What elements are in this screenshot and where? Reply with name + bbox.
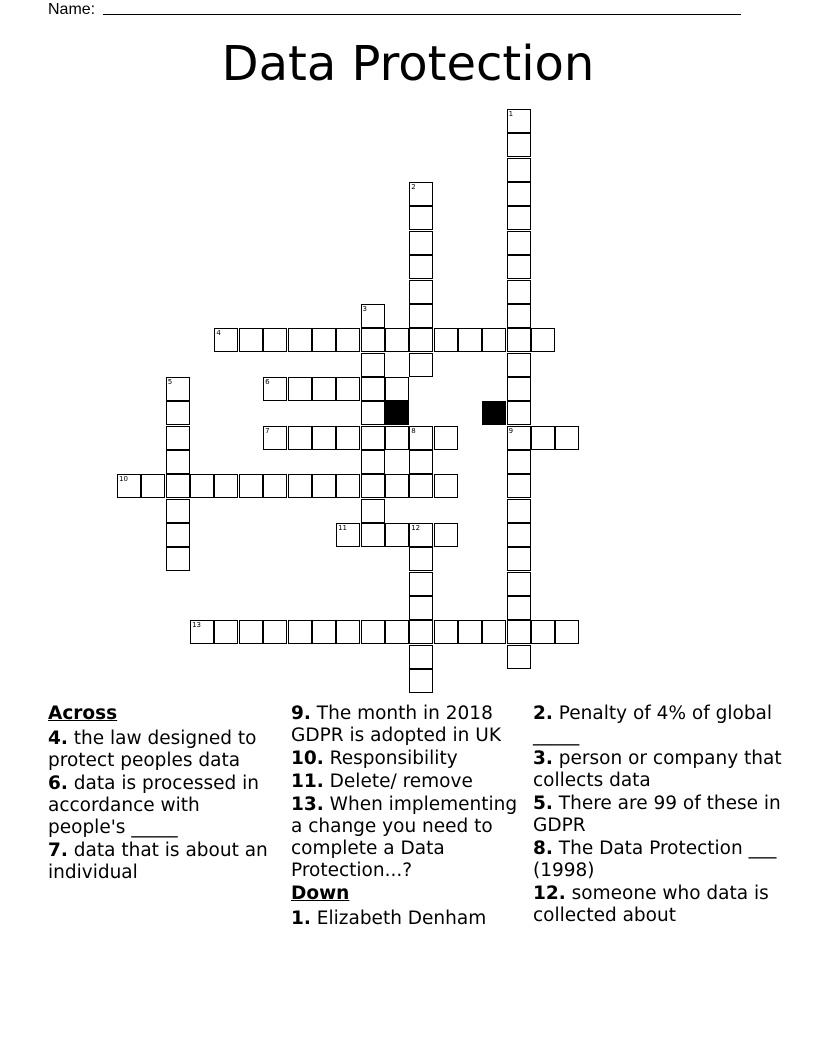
grid-cell[interactable] [214,620,238,644]
grid-cell[interactable] [409,596,433,620]
down-clue-list [291,908,527,930]
grid-cell[interactable] [263,328,287,352]
clue-item-number: 4. [48,728,68,749]
grid-cell[interactable] [141,474,165,498]
grid-cell[interactable] [507,255,531,279]
grid-cell[interactable] [409,182,433,206]
grid-cell[interactable] [507,426,531,450]
grid-cell[interactable] [409,572,433,596]
grid-cell[interactable] [166,523,190,547]
grid-cell[interactable] [458,620,482,644]
grid-cell[interactable] [458,328,482,352]
clue-item-text: data that is about an individual [48,840,268,883]
clue-item-number: 2. [533,703,553,724]
grid-cell[interactable] [409,450,433,474]
clue-item [291,794,527,882]
grid-cell[interactable] [361,523,385,547]
grid-cell[interactable] [507,499,531,523]
grid-cell[interactable] [507,450,531,474]
grid-cell[interactable] [507,280,531,304]
grid-cell[interactable] [361,377,385,401]
grid-cell[interactable] [361,450,385,474]
grid-cell[interactable] [288,328,312,352]
grid-cell[interactable] [336,620,360,644]
clue-item [533,793,793,837]
clue-item-text: someone who data is collected about [533,883,769,926]
clue-item [533,883,793,927]
grid-cell[interactable] [434,328,458,352]
grid-cell[interactable] [507,620,531,644]
clue-number: 3 [362,304,367,313]
grid-cell[interactable] [214,474,238,498]
grid-cell[interactable] [507,206,531,230]
clue-item-number: 6. [48,773,68,794]
clue-item [48,728,278,772]
clue-number: 6 [265,377,270,386]
grid-cell[interactable] [361,620,385,644]
clue-item [291,748,527,770]
clue-item [291,703,527,747]
clue-number: 11 [338,524,348,532]
clue-item-number: 13. [291,794,324,815]
grid-cell[interactable] [288,426,312,450]
grid-cell[interactable] [409,620,433,644]
clue-item-text: Elizabeth Denham [316,908,487,929]
grid-cell[interactable] [312,474,336,498]
across-clue-list [48,728,278,884]
grid-cell[interactable] [409,255,433,279]
black-square [482,401,506,425]
grid-cell[interactable] [507,353,531,377]
grid-cell[interactable] [263,377,287,401]
grid-cell[interactable] [507,133,531,157]
grid-cell[interactable] [482,620,506,644]
grid-cell[interactable] [409,426,433,450]
clue-item-text: person or company that collects data [533,748,782,791]
grid-cell[interactable] [409,353,433,377]
clue-item [291,771,527,793]
clue-item [48,840,278,884]
clue-number: 4 [216,329,221,338]
grid-cell[interactable] [190,620,214,644]
clue-item [533,703,793,747]
grid-cell[interactable] [166,450,190,474]
grid-cell[interactable] [409,280,433,304]
clue-item-text: Penalty of 4% of global _____ [533,703,773,746]
grid-cell[interactable] [531,426,555,450]
grid-cell[interactable] [409,645,433,669]
page-title: Data Protection [221,36,595,92]
grid-cell[interactable] [507,547,531,571]
grid-cell[interactable] [361,401,385,425]
grid-cell[interactable] [409,231,433,255]
grid-cell[interactable] [361,353,385,377]
grid-cell[interactable] [336,426,360,450]
grid-cell[interactable] [361,474,385,498]
grid-cell[interactable] [507,474,531,498]
grid-cell[interactable] [239,620,263,644]
grid-cell[interactable] [507,596,531,620]
clue-item-text: The month in 2018 GDPR is adopted in UK [291,703,501,746]
grid-cell[interactable] [361,499,385,523]
grid-cell[interactable] [288,620,312,644]
grid-cell[interactable] [385,523,409,547]
clue-item-number: 10. [291,748,324,769]
grid-cell[interactable] [409,206,433,230]
grid-cell[interactable] [288,377,312,401]
grid-cell[interactable] [166,499,190,523]
clue-item [48,773,278,839]
grid-cell[interactable] [336,377,360,401]
grid-cell[interactable] [531,620,555,644]
grid-cell[interactable] [117,474,141,498]
grid-cell[interactable] [385,426,409,450]
grid-cell[interactable] [385,620,409,644]
grid-cell[interactable] [507,231,531,255]
grid-cell[interactable] [385,328,409,352]
grid-cell[interactable] [507,523,531,547]
grid-cell[interactable] [507,572,531,596]
clues-column-1 [48,703,278,885]
grid-cell[interactable] [214,328,238,352]
grid-cell[interactable] [361,328,385,352]
clue-item-text: Delete/ remove [329,771,473,792]
grid-cell[interactable] [312,620,336,644]
clue-number: 8 [411,426,416,435]
grid-cell[interactable] [507,109,531,133]
clue-item-text: data is processed in accordance with people's _____ [48,773,259,838]
grid-cell[interactable] [166,426,190,450]
clue-number: 5 [167,377,173,386]
clue-number: 13 [192,621,202,630]
clue-item-text: Responsibility [329,748,458,769]
clue-item [533,838,793,882]
clues-column-2 [291,703,527,931]
grid-cell[interactable] [336,474,360,498]
grid-cell[interactable] [361,304,385,328]
grid-cell[interactable] [434,474,458,498]
grid-cell[interactable] [507,304,531,328]
grid-cell[interactable] [263,620,287,644]
name-label: Name: [48,1,96,18]
grid-cell[interactable] [507,401,531,425]
clue-number: 1 [508,110,514,118]
grid-cell[interactable] [385,377,409,401]
clue-item [291,908,527,930]
grid-cell[interactable] [239,474,263,498]
down-header: Down [291,883,350,904]
grid-cell[interactable] [555,620,579,644]
grid-cell[interactable] [507,158,531,182]
clue-item-number: 12. [533,883,566,904]
clue-item-number: 9. [291,703,311,724]
black-square [385,401,409,425]
grid-cell[interactable] [409,474,433,498]
down-clue-list-continued [533,703,793,927]
clue-item-number: 11. [291,771,324,792]
grid-cell[interactable] [336,523,360,547]
grid-cell[interactable] [531,328,555,352]
grid-cell[interactable] [409,328,433,352]
clue-item-number: 1. [291,908,311,929]
grid-cell[interactable] [312,328,336,352]
grid-cell[interactable] [555,426,579,450]
clue-item-text: When implementing a change you need to complete a Data Protection...? [291,794,518,881]
clue-number: 9 [508,426,514,435]
grid-cell[interactable] [263,474,287,498]
grid-cell[interactable] [434,426,458,450]
grid-cell[interactable] [190,474,214,498]
clue-item-text: There are 99 of these in GDPR [533,793,781,836]
grid-cell[interactable] [166,474,190,498]
clue-number: 2 [411,183,416,192]
grid-cell[interactable] [336,328,360,352]
grid-cell[interactable] [385,474,409,498]
grid-cell[interactable] [507,377,531,401]
grid-cell[interactable] [166,377,190,401]
clue-number: 12 [411,524,421,532]
clue-item [533,748,793,792]
clues-column-3 [533,703,793,928]
grid-cell[interactable] [409,523,433,547]
grid-cell[interactable] [263,426,287,450]
clue-item-number: 8. [533,838,553,859]
clue-item-number: 5. [533,793,553,814]
grid-cell[interactable] [507,182,531,206]
clue-number: 7 [265,426,270,435]
grid-cell[interactable] [409,304,433,328]
grid-cell[interactable] [166,401,190,425]
grid-cell[interactable] [434,620,458,644]
clue-item-text: The Data Protection ___ (1998) [533,838,777,881]
grid-cell[interactable] [312,377,336,401]
grid-cell[interactable] [312,426,336,450]
clue-number: 10 [119,475,128,484]
clue-item-number: 3. [533,748,553,769]
grid-cell[interactable] [507,645,531,669]
grid-cell[interactable] [482,328,506,352]
grid-cell[interactable] [361,426,385,450]
clue-item-number: 7. [48,840,68,861]
grid-cell[interactable] [409,669,433,693]
across-header: Across [48,703,118,724]
grid-cell[interactable] [434,523,458,547]
grid-cell[interactable] [507,328,531,352]
grid-cell[interactable] [409,547,433,571]
grid-cell[interactable] [288,474,312,498]
grid-cell[interactable] [239,328,263,352]
clue-item-text: the law designed to protect peoples data [48,728,257,771]
across-clue-list-continued [291,703,527,882]
grid-cell[interactable] [166,547,190,571]
